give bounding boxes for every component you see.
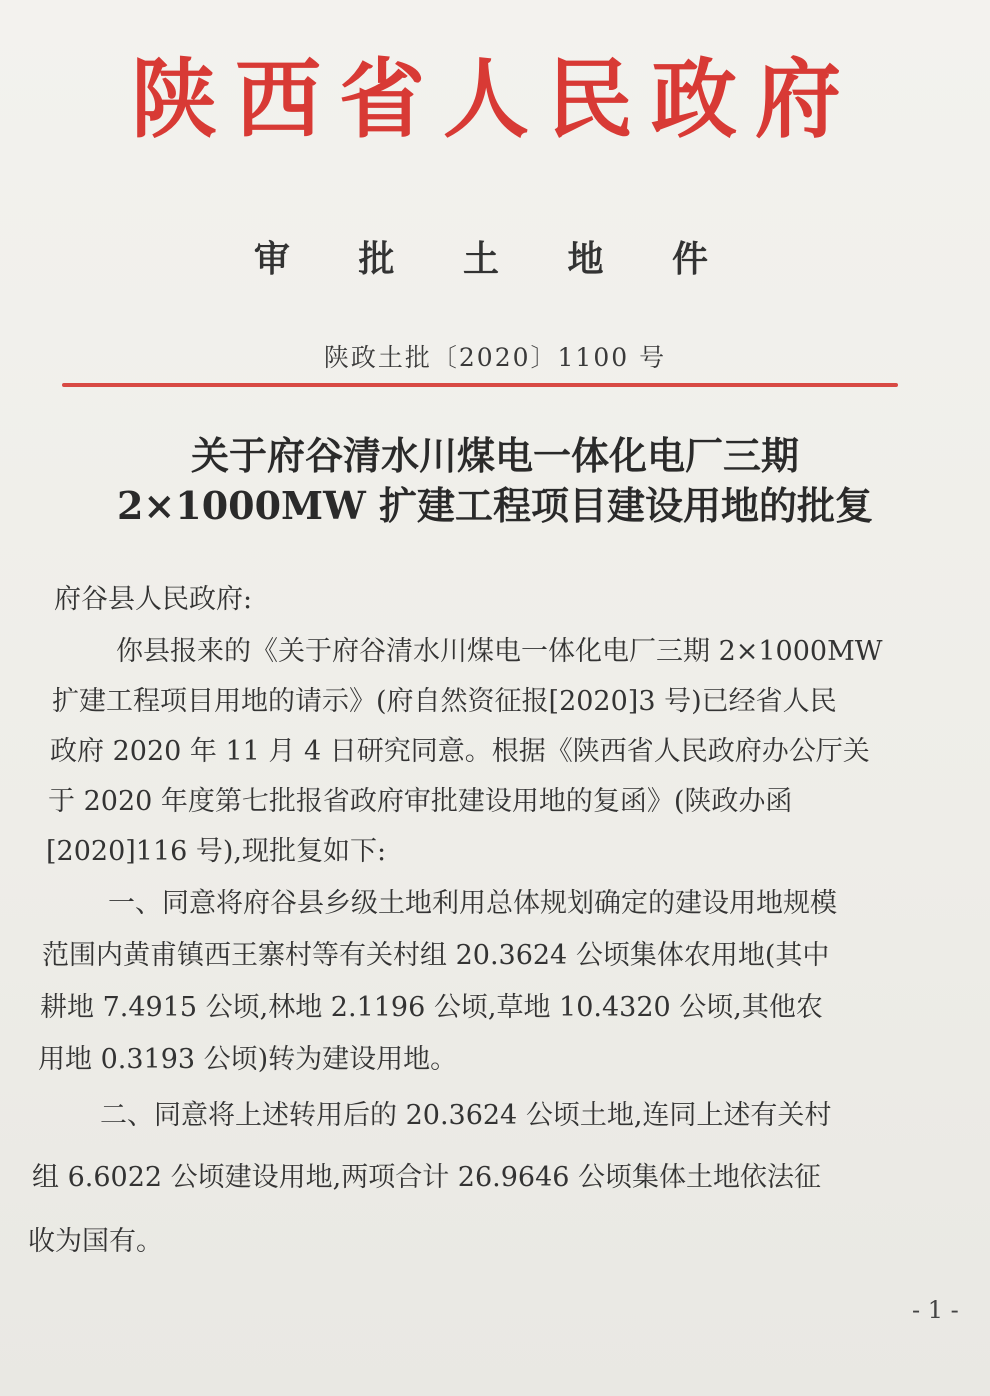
document-title-line-2: 2×1000MW 扩建工程项目建设用地的批复 [116, 483, 873, 528]
page-number: - 1 - [912, 1296, 959, 1324]
body-line: 你县报来的《关于府谷清水川煤电一体化电厂三期 2×1000MW [116, 636, 883, 667]
body-line: 耕地 7.4915 公顷,林地 2.1196 公顷,草地 10.4320 公顷,其他农 [40, 992, 823, 1023]
body-line: 范围内黄甫镇西王寨村等有关村组 20.3624 公顷集体农用地(其中 [42, 940, 830, 971]
issuer-header: 陕西省人民政府 [131, 49, 859, 150]
body-line: [2020]116 号),现批复如下: [46, 836, 387, 867]
salutation: 府谷县人民政府: [54, 584, 253, 615]
body-line: 一、同意将府谷县乡级土地利用总体规划确定的建设用地规模 [108, 888, 837, 919]
body-line: 政府 2020 年 11 月 4 日研究同意。根据《陕西省人民政府办公厅关 [50, 736, 870, 767]
body-line: 组 6.6022 公顷建设用地,两项合计 26.9646 公顷集体土地依法征 [32, 1162, 822, 1193]
body-line: 二、同意将上述转用后的 20.3624 公顷土地,连同上述有关村 [100, 1100, 832, 1131]
document-type: 审 批 土 地 件 [253, 239, 737, 280]
body-line: 扩建工程项目用地的请示》(府自然资征报[2020]3 号)已经省人民 [52, 686, 837, 717]
red-divider-line [62, 383, 898, 387]
document-number: 陕政土批〔2020〕1100 号 [323, 343, 667, 372]
body-line: 于 2020 年度第七批报省政府审批建设用地的复函》(陕政办函 [48, 786, 793, 817]
document-title-line-1: 关于府谷清水川煤电一体化电厂三期 [190, 433, 799, 478]
body-line: 用地 0.3193 公顷)转为建设用地。 [38, 1044, 458, 1075]
body-line: 收为国有。 [28, 1226, 163, 1257]
